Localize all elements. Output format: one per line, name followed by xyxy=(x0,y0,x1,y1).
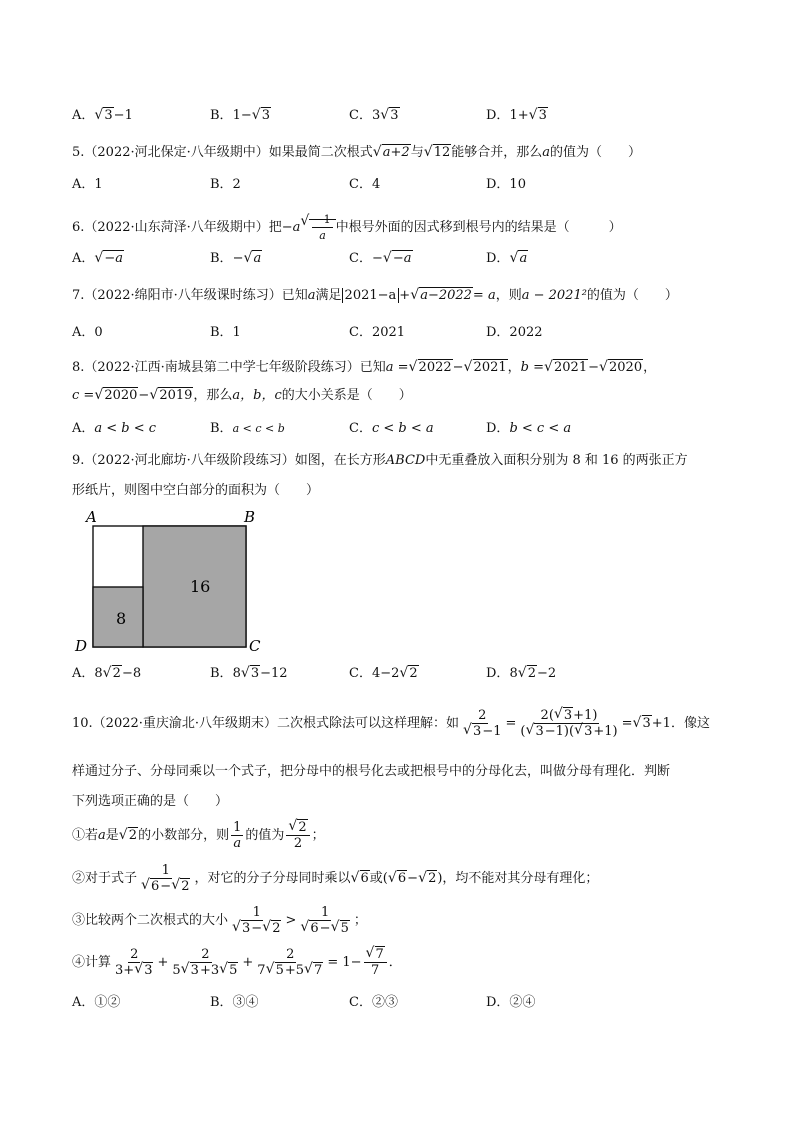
q9-figure xyxy=(74,505,274,657)
q4-option-d[interactable]: D．1+√ 3 xyxy=(486,106,548,126)
label-c: C xyxy=(249,637,261,655)
sqrt-symbol: √ a xyxy=(509,249,528,269)
q9-stem-line1: 9.（2022·河北廊坊·八年级阶段练习）如图，在长方形ABCD中无重叠放入面积分别为 8 和 16 的两张正方 xyxy=(72,453,688,468)
q9-option-c[interactable]: C．4−2√ 2 xyxy=(349,664,419,684)
q8-option-a[interactable]: A．a < b < c xyxy=(72,421,157,436)
q10-option-a[interactable]: A．①② xyxy=(72,995,121,1010)
q10-stem-line2: 样通过分子、分母同乘以一个式子，把分母中的根号化去或把根号中的分母化去，叫做分母有理化．判断 xyxy=(72,764,671,779)
q10-statement-3: ③比较两个二次根式的大小 1 √ 3−√ 2 > 1 √ 6−√ 5 ； xyxy=(72,905,367,937)
q10-option-b[interactable]: B．③④ xyxy=(210,995,259,1010)
sqrt-symbol: √ 3 xyxy=(525,724,544,739)
sqrt-symbol: √ 6 xyxy=(141,879,160,894)
q6-option-a[interactable]: A．√ −a xyxy=(72,249,124,269)
q4-option-c[interactable]: C．3√ 3 xyxy=(349,106,400,126)
label-a: A xyxy=(86,508,97,526)
sqrt-symbol: √ 6 xyxy=(300,921,319,936)
q10-stem-line3: 下列选项正确的是（ ） xyxy=(72,794,229,809)
sqrt-symbol: √ 2020 xyxy=(599,358,643,378)
sqrt-symbol: √ 6 xyxy=(351,863,370,895)
sqrt-symbol: √ 2 xyxy=(518,664,537,684)
sqrt-symbol: √ 3 xyxy=(633,709,652,739)
q9-option-b[interactable]: B．8√ 3−12 xyxy=(210,664,288,684)
label-d: D xyxy=(75,637,88,655)
sqrt-symbol: √ a xyxy=(243,249,262,269)
q5-option-c[interactable]: C．4 xyxy=(349,177,381,192)
sqrt-symbol: √ 2 xyxy=(288,820,307,835)
sqrt-symbol: √ 12 xyxy=(424,143,452,163)
sqrt-symbol: √ 3 xyxy=(380,106,399,126)
sqrt-symbol: √ 5 xyxy=(266,963,285,978)
sqrt-symbol: √ 3 xyxy=(181,963,200,978)
q5-stem: 5.（2022·河北保定·八年级期中）如果最简二次根式√ a+2与√ 12能够合并，那么a的值为（ ） xyxy=(72,143,641,163)
q8-stem-line2: c =√ 2020−√ 2019，那么a，b，c的大小关系是（ ） xyxy=(72,386,412,406)
q8-option-c[interactable]: C．c < b < a xyxy=(349,421,434,436)
sqrt-symbol: √ 2 xyxy=(103,664,122,684)
q9-option-a[interactable]: A．8√ 2−8 xyxy=(72,664,141,684)
sqrt-symbol: √ 3 xyxy=(574,724,593,739)
q9-stem-line2: 形纸片，则图中空白部分的面积为（ ） xyxy=(72,483,320,498)
q4-option-b[interactable]: B．1−√ 3 xyxy=(210,106,271,126)
q7-option-a[interactable]: A．0 xyxy=(72,325,103,340)
q6-option-c[interactable]: C．−√ −a xyxy=(349,249,413,269)
sqrt-symbol: √ 5 xyxy=(219,963,238,978)
sqrt-symbol: √ 2022 xyxy=(409,358,453,378)
sqrt-symbol: √ 3 xyxy=(529,106,548,126)
sqrt-symbol: √ 2 xyxy=(418,863,437,895)
sqrt-symbol: √ 2020 xyxy=(94,386,138,406)
sqrt-symbol: √ a−2022 xyxy=(410,286,473,306)
sqrt-symbol: √ 3 xyxy=(232,921,251,936)
sqrt-symbol: √ 2 xyxy=(262,921,281,936)
sqrt-symbol: √ 2021 xyxy=(464,358,508,378)
q7-stem: 7.（2022·绵阳市·八年级课时练习）已知a满足 2021−a +√ a−2022= a，则a − 2021²的值为（ ） xyxy=(72,286,678,306)
sqrt-symbol: √ −a xyxy=(94,249,124,269)
label-small-area: 8 xyxy=(116,609,127,628)
q10-option-d[interactable]: D．②④ xyxy=(486,995,536,1010)
sqrt-symbol: √ 7 xyxy=(304,963,323,978)
q6-stem: 6.（2022·山东菏泽·八年级期中）把−a √ $\frac{-1}{a}$ 中根号外面的因式移到根号内的结果是（ ） xyxy=(72,212,622,243)
sqrt-symbol: √ −a xyxy=(383,249,413,269)
sqrt-symbol: √ 3 xyxy=(463,724,482,739)
q5-option-b[interactable]: B．2 xyxy=(210,177,241,192)
q10-statement-1: ①若a是√ 2的小数部分，则 $\frac{1}{a}$ 的值为 √ $\frac{2}{2}$ ； xyxy=(72,820,325,852)
sqrt-symbol: √ a+2 xyxy=(373,143,411,163)
sqrt-symbol: √ 2 xyxy=(119,820,138,852)
sqrt-symbol: √ 7 xyxy=(366,947,385,962)
q10-statement-4: ④计算 $\frac{2}{3+√ 3}$ + $\frac{2}{5√ 3+3√ 5}$ + $\frac{2}{7√ 5+5√ 7}$ = 1− √ $\frac{7}{7}$ ． xyxy=(72,947,402,979)
q6-option-b[interactable]: B．−√ a xyxy=(210,249,262,269)
sqrt-symbol: √ 5 xyxy=(331,921,350,936)
sqrt-symbol: √ 2 xyxy=(399,664,418,684)
q8-option-d[interactable]: D．b < c < a xyxy=(486,421,572,436)
q10-stem-line1: 10.（2022·重庆渝北·八年级期末）二次根式除法可以这样理解：如 2 √ 3−1 = $\frac{2(√ 3+1)}{(√ 3-1)(√ 3+1)}$ =√ 3+1．像这 xyxy=(72,708,710,739)
sqrt-symbol: √ 3 xyxy=(94,106,113,126)
label-large-area: 16 xyxy=(190,577,211,596)
sqrt-symbol: √ $\frac{-1}{a}$ xyxy=(300,212,335,243)
q10-option-c[interactable]: C．②③ xyxy=(349,995,398,1010)
q7-option-b[interactable]: B．1 xyxy=(210,325,241,340)
sqrt-symbol: √ 6 xyxy=(388,863,407,895)
q5-option-d[interactable]: D．10 xyxy=(486,177,526,192)
sqrt-symbol: √ 3 xyxy=(252,106,271,126)
q10-statement-2: ②对于式子 1 √ 6−√ 2 ，对它的分子分母同时乘以√ 6或(√ 6−√ 2)，均不能对其分母有理化； xyxy=(72,863,598,895)
sqrt-symbol: √ 3 xyxy=(134,963,153,978)
sqrt-symbol: √ 2019 xyxy=(149,386,193,406)
q7-option-d[interactable]: D．2022 xyxy=(486,325,543,340)
q4-option-a[interactable]: A．√ 3−1 xyxy=(72,106,133,126)
q9-option-d[interactable]: D．8√ 2−2 xyxy=(486,664,556,684)
sqrt-symbol: √ 2 xyxy=(171,879,190,894)
sqrt-symbol: √ 3 xyxy=(554,708,573,723)
q8-stem-line1: 8.（2022·江西·南城县第二中学七年级阶段练习）已知a =√ 2022−√ 2021，b =√ 2021−√ 2020， xyxy=(72,358,656,378)
sqrt-symbol: √ 2021 xyxy=(544,358,588,378)
q6-option-d[interactable]: D．√ a xyxy=(486,249,528,269)
q7-option-c[interactable]: C．2021 xyxy=(349,325,406,340)
q5-option-a[interactable]: A．1 xyxy=(72,177,103,192)
sqrt-symbol: √ 3 xyxy=(241,664,260,684)
label-b: B xyxy=(244,508,256,526)
q8-option-b[interactable]: B．a < c < b xyxy=(210,421,285,436)
